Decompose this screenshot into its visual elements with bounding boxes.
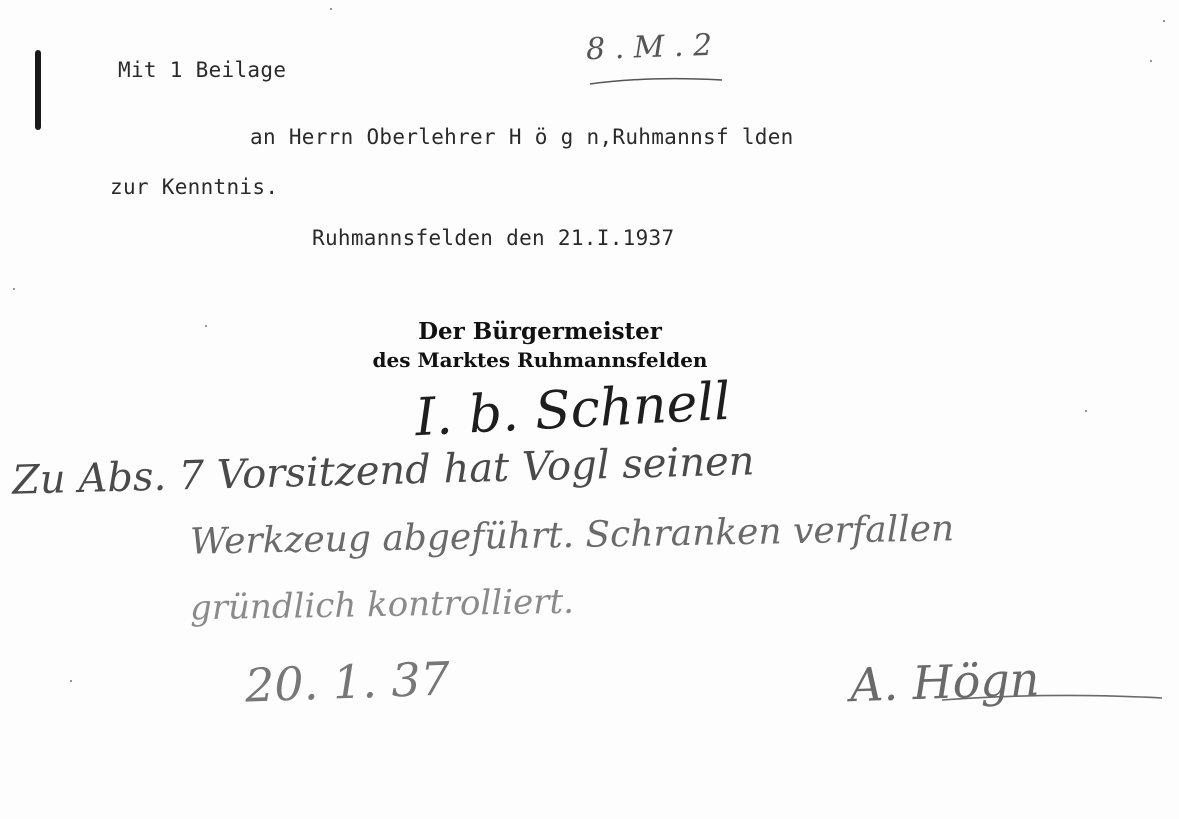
scan-speck [1085,410,1087,412]
scan-speck [1150,60,1152,62]
scan-speck [70,680,72,682]
scan-speck [1163,20,1165,22]
stamp-subtitle: des Marktes Ruhmannsfelden [372,348,708,372]
typed-kenntnis-line: zur Kenntnis. [110,175,279,199]
mayor-signature: I. b. Schnell [413,371,733,449]
typed-enclosure-line: Mit 1 Beilage [118,58,287,82]
pencil-date: 20. 1. 37 [244,651,451,713]
margin-mark [35,50,41,130]
scan-speck [330,8,332,10]
scan-speck [205,325,207,327]
typed-date-line: Ruhmannsfelden den 21.I.1937 [312,226,675,250]
pencil-note-line-1: Zu Abs. 7 Vorsitzend hat Vogl seinen [11,438,756,504]
teacher-signature-underline [940,690,1170,710]
top-pencil-mark: 8 . M . 2 [585,27,713,68]
pencil-note-line-3: gründlich kontrolliert. [189,581,575,629]
teacher-signature: A. Högn [849,651,1041,713]
stamp-title: Der Bürgermeister [418,318,662,345]
typed-recipient-line: an Herrn Oberlehrer H ö g n,Ruhmannsf lden [250,125,794,149]
top-mark-underline [588,72,728,92]
pencil-note-line-2: Werkzeug abgeführt. Schranken verfallen [189,508,955,563]
scan-speck [13,288,15,290]
